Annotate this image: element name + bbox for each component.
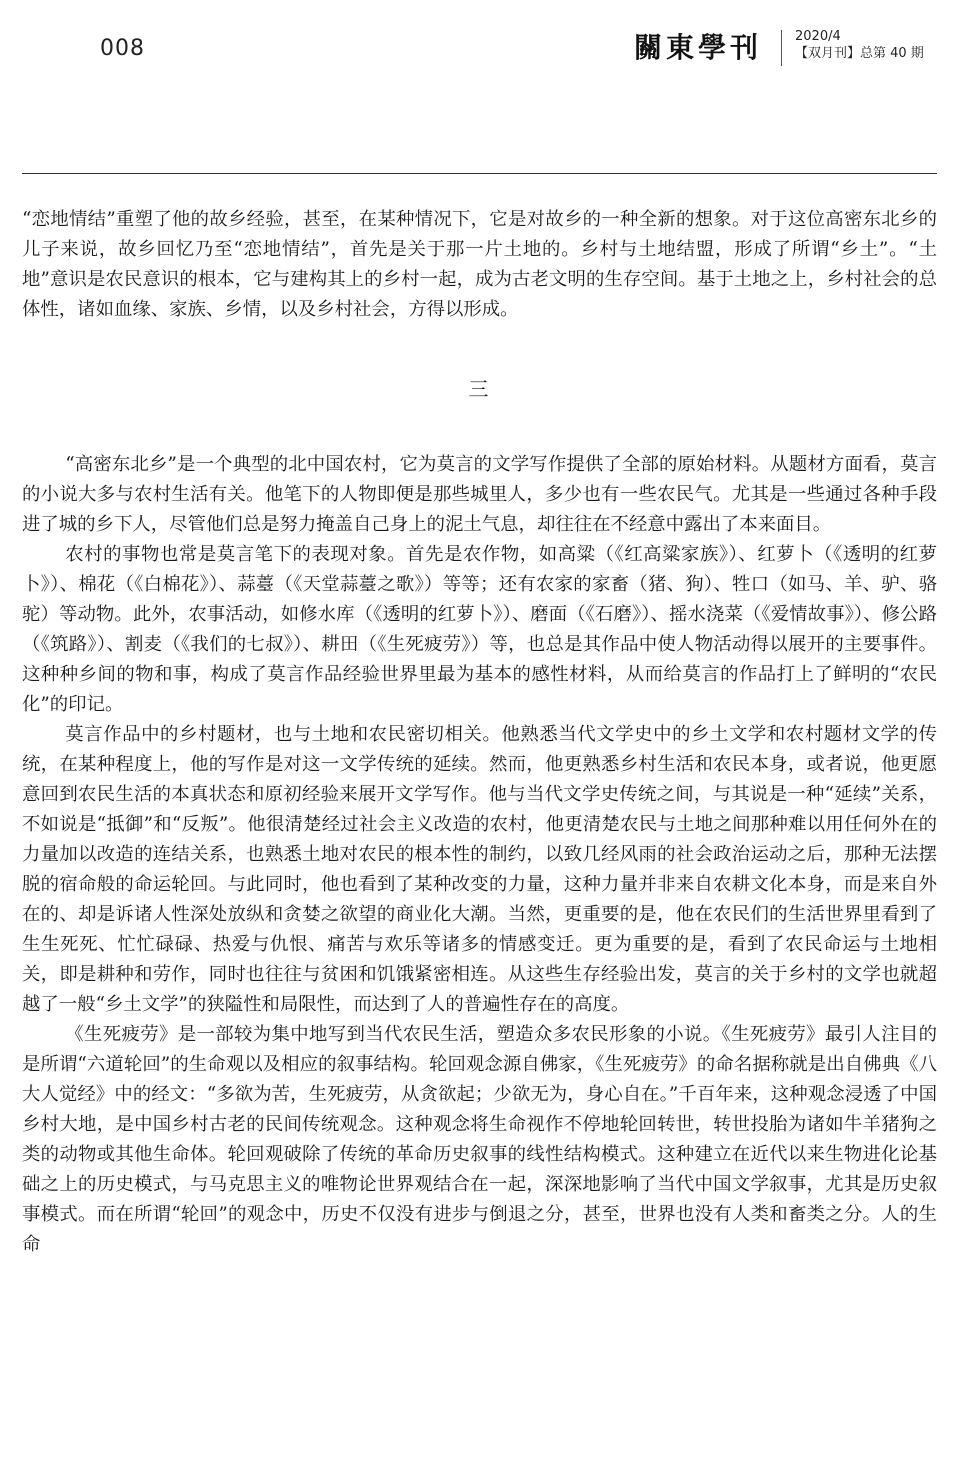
paragraph: “高密东北乡”是一个典型的北中国农村，它为莫言的文学写作提供了全部的原始材料。从题材方面看，莫言的小说大多与农村生活有关。他笔下的人物即便是那些城里人，多少也有一些农民气。尤其是一些通过各种手段进了城的乡下人，尽管他们总是努力掩盖自己身上的泥土气息，却往往在不经意中露出了本来面目。	[22, 454, 937, 535]
header-divider	[781, 30, 782, 66]
paragraph: 农村的事物也常是莫言笔下的表现对象。首先是农作物，如高粱（《红高粱家族》）、红萝卜（《透明的红萝卜》）、棉花（《白棉花》）、蒜薹（《天堂蒜薹之歌》）等等；还有农家的家畜（猪、狗）、牲口（如马、羊、驴、骆驼）等动物。此外，农事活动，如修水库（《透明的红萝卜》）、磨面（《石磨》）、摇水浇菜（《爱情故事》）、修公路（《筑路》）、割麦（《我们的七叔》）、耕田（《生死疲劳》）等，也总是其作品中使人物活动得以展开的主要事件。这种种乡间的物和事，构成了莫言作品经验世界里最为基本的感性材料，从而给莫言的作品打上了鲜明的“农民化”的印记。	[22, 544, 937, 715]
issue-info	[795, 28, 924, 62]
article-body	[22, 205, 937, 1260]
journal-title: 關東學刊	[634, 31, 763, 64]
page-number: 008	[100, 36, 145, 61]
paragraph-continued: “恋地情结”重塑了他的故乡经验，甚至，在某种情况下，它是对故乡的一种全新的想象。对于这位高密东北乡的儿子来说，故乡回忆乃至“恋地情结”，首先是关于那一片土地的。乡村与土地结盟，形成了所谓“乡土”。“土地”意识是农民意识的根本，它与建构其上的乡村一起，成为古老文明的生存空间。基于土地之上，乡村社会的总体性，诸如血缘、家族、乡情，以及乡村社会，方得以形成。	[22, 209, 937, 320]
section-heading: 三	[468, 377, 491, 401]
paragraph: 莫言作品中的乡村题材，也与土地和农民密切相关。他熟悉当代文学史中的乡土文学和农村题材文学的传统，在某种程度上，他的写作是对这一文学传统的延续。然而，他更熟悉乡村生活和农民本身，或者说，他更愿意回到农民生活的本真状态和原初经验来展开文学写作。他与当代文学史传统之间，与其说是一种“延续”关系，不如说是“抵御”和“反叛”。他很清楚经过社会主义改造的农村，他更清楚农民与土地之间那种难以用任何外在的力量加以改造的连结关系，也熟悉土地对农民的根本性的制约，以致几经风雨的社会政治运动之后，那种无法摆脱的宿命般的命运轮回。与此同时，他也看到了某种改变的力量，这种力量并非来自农耕文化本身，而是来自外在的、却是诉诸人性深处放纵和贪婪之欲望的商业化大潮。当然，更重要的是，他在农民们的生活世界里看到了生生死死、忙忙碌碌、热爱与仇恨、痛苦与欢乐等诸多的情感变迁。更为重要的是，看到了农民命运与土地相关，即是耕种和劳作，同时也往往与贫困和饥饿紧密相连。从这些生存经验出发，莫言的关于乡村的文学也就超越了一般“乡土文学”的狭隘性和局限性，而达到了人的普遍性存在的高度。	[22, 724, 937, 1015]
page-header	[0, 0, 958, 175]
issue-number: 【双月刊】总第 40 期	[795, 46, 924, 61]
header-rule	[22, 173, 937, 174]
issue-date: 2020/4	[795, 29, 841, 44]
paragraph: 《生死疲劳》是一部较为集中地写到当代农民生活，塑造众多农民形象的小说。《生死疲劳》最引人注目的是所谓“六道轮回”的生命观以及相应的叙事结构。轮回观念源自佛家，《生死疲劳》的命名据称就是出自佛典《八大人觉经》中的经文：“多欲为苦，生死疲劳，从贪欲起；少欲无为，身心自在。”千百年来，这种观念浸透了中国乡村大地，是中国乡村古老的民间传统观念。这种观念将生命视作不停地轮回转世，转世投胎为诸如牛羊猪狗之类的动物或其他生命体。轮回观破除了传统的革命历史叙事的线性结构模式。这种建立在近代以来生物进化论基础之上的历史模式，与马克思主义的唯物论世界观结合在一起，深深地影响了当代中国文学叙事，尤其是历史叙事模式。而在所谓“轮回”的观念中，历史不仅没有进步与倒退之分，甚至，世界也没有人类和畜类之分。人的生命	[22, 1024, 937, 1255]
